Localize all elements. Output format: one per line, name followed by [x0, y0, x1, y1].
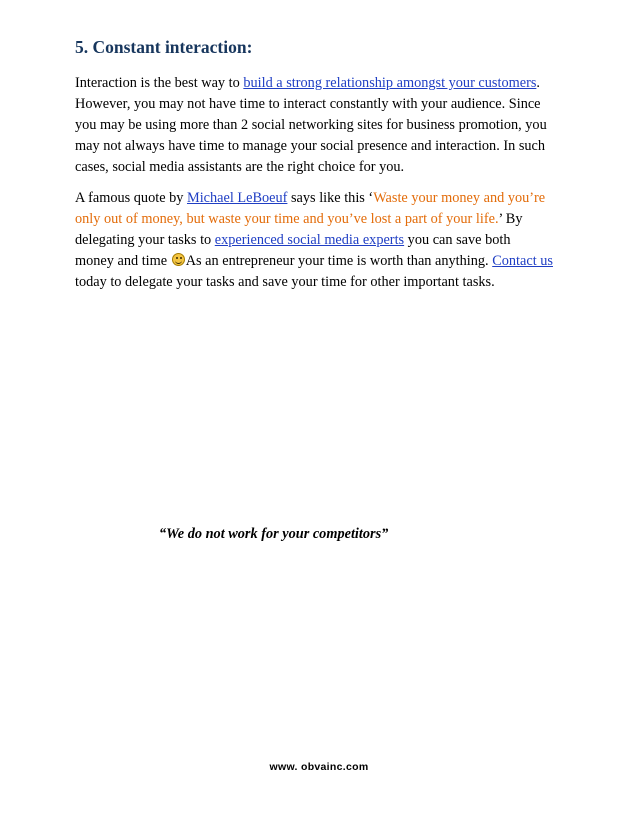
paragraph-line [75, 251, 575, 272]
footer-website: www. obvainc.com [269, 761, 369, 773]
link-build-relationship[interactable]: build a strong relationship amongst your customers [243, 75, 537, 91]
link-michael-leboeuf[interactable]: Michael LeBoeuf [186, 190, 288, 206]
paragraph-line: may not always have time to manage your social presence and interaction. In such [75, 138, 546, 154]
paragraph-quote [75, 188, 575, 293]
paragraph-line [75, 188, 575, 209]
link-contact-us[interactable]: Contact us [492, 253, 553, 269]
quote-text: Waste your money and you’re [373, 190, 546, 206]
text-segment: delegating your tasks to [75, 232, 215, 248]
text-segment: As an entrepreneur your time is worth than anything. [185, 253, 493, 269]
smiley-face-icon [172, 253, 185, 266]
text-segment: ’ By [498, 211, 523, 227]
paragraph-line: cases, social media assistants are the right choice for you. [75, 159, 405, 175]
text-segment: money and time [75, 253, 171, 269]
section-heading: 5. Constant interaction: [75, 37, 253, 57]
text-segment: A famous quote by [75, 190, 187, 206]
paragraph-line [75, 73, 575, 94]
paragraph-line [75, 230, 575, 251]
text-segment: . [536, 75, 540, 91]
paragraph-line: you may be using more than 2 social networking sites for business promotion, you [75, 117, 547, 133]
paragraph-line [75, 209, 575, 230]
text-segment: says like this ‘ [287, 190, 374, 206]
paragraph-interaction [75, 73, 575, 178]
paragraph-line: today to delegate your tasks and save your time for other important tasks. [75, 274, 495, 290]
quote-text: only out of money, but waste your time and you’ve lost a part of your life. [75, 211, 499, 227]
text-segment: you can save both [404, 232, 511, 248]
tagline: “We do not work for your competitors” [159, 526, 389, 542]
paragraph-line: However, you may not have time to interact constantly with your audience. Since [75, 96, 541, 112]
text-segment: Interaction is the best way to [75, 75, 244, 91]
link-social-media-experts[interactable]: experienced social media experts [214, 232, 405, 248]
